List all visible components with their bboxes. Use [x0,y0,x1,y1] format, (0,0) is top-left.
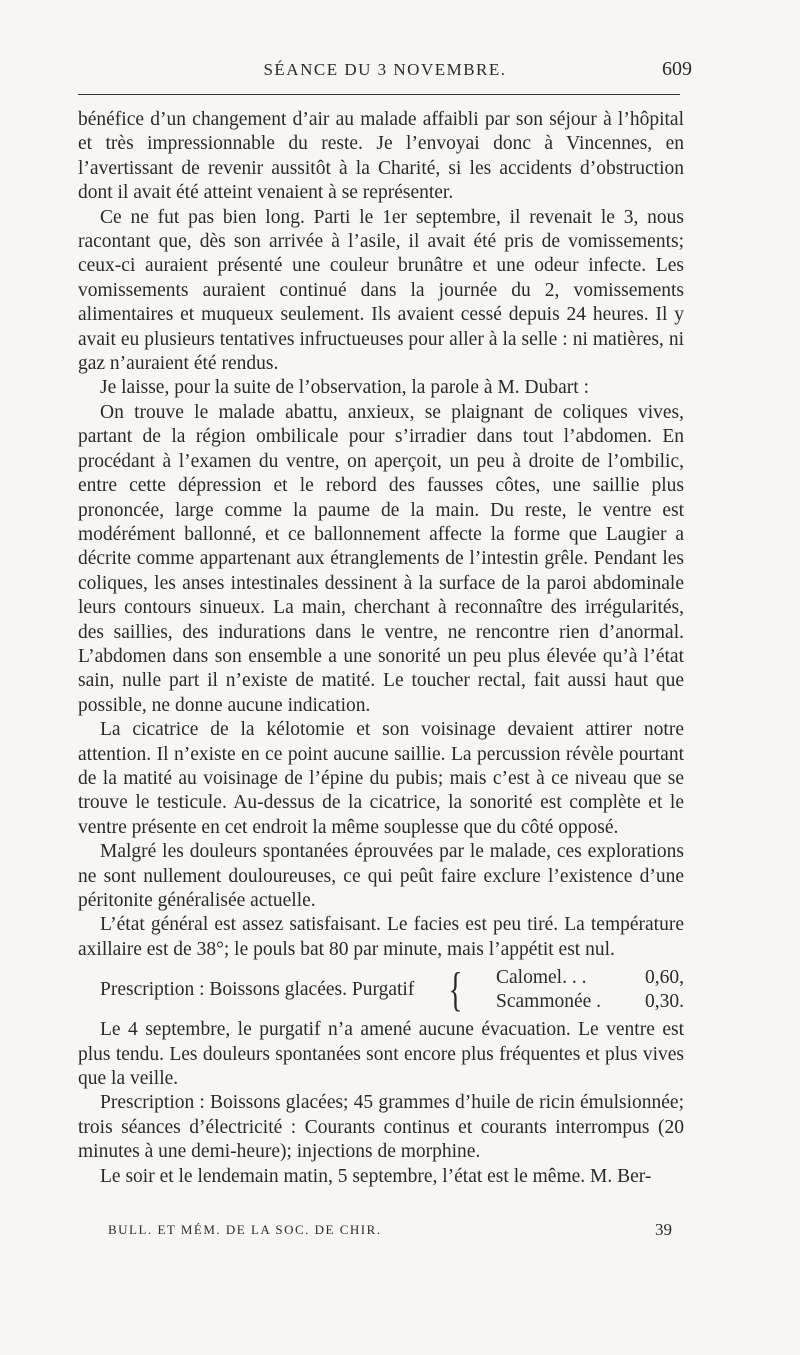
paragraph: On trouve le malade abattu, anxieux, se plaignant de coliques vives, partant de la région ombilicale pour s’irradier dans tout l’abdomen. En procédant à l’examen du ventre, on aperçoit, un peu à droite de l’ombilic, entre cette dépression et le rebord des fausses côtes, une saillie plus prononcée, large comme la paume de la main. Du reste, le ventre est modérément ballonné, et ce ballonnement affecte la forme que Laugier a décrite comme appartenant aux étranglements de l’intestin grêle. Pendant les coliques, les anses intestinales dessinent à la surface de la paroi abdominale leurs contours sinueux. La main, cherchant à reconnaître des irrégularités, des saillies, des indurations dans le ventre, ne rencontre rien d’anormal. L’abdomen dans son ensemble a une sonorité un peu plus élevée qu’à l’état sain, nulle part il n’existe de matité. Le toucher rectal, fait aussi haut que possible, ne donne aucune indication. [78,401,684,716]
paragraph: Je laisse, pour la suite de l’observation, la parole à M. Dubart : [100,377,589,399]
brace: { [448,963,463,1017]
prescription-item [496,990,684,1014]
paragraph: L’état général est assez satisfaisant. Le facies est peu tiré. La température axillaire est de 38°; le pouls bat 80 par minute, mais l’appétit est nul. [78,914,684,960]
drug-dose: 0,30. [645,991,684,1013]
drug-name: Scammonée . [496,991,602,1013]
prescription-text: Prescription : Boissons glacées. Purgatif [100,979,415,1001]
page-footer [108,1222,672,1238]
paragraph: La cicatrice de la kélotomie et son voisinage devaient attirer notre attention. Il n’existe en ce point aucune saillie. La percussion révèle pourtant de la matité au voisinage de l’épine du pubis; mais c’est à ce niveau que se trouve le testicule. Au-dessus de la cicatrice, la sonorité est complète et le ventre présente en cet endroit la même souplesse que du côté opposé. [78,719,684,838]
body-text [78,108,684,1189]
signature-mark: 39 [655,1220,672,1239]
paragraph: Prescription : Boissons glacées; 45 grammes d’huile de ricin émulsionnée; trois séances d’électricité : Courants continus et courants interrompus (20 minutes à une demi-heure); injections de morphine. [78,1092,684,1163]
prescription-block [78,962,684,1018]
paragraph: bénéfice d’un changement d’air au malade affaibli par son séjour à l’hôpital et très impressionnable du reste. Je l’envoyai donc à Vincennes, en l’avertissant de revenir aussitôt à la Charité, si les accidents d’obstruction dont il avait été atteint venaient à se représenter. [78,109,684,204]
header-rule [78,94,680,95]
page-header [78,58,692,88]
running-title: SÉANCE DU 3 NOVEMBRE. [263,60,507,79]
drug-name: Calomel. . . [496,967,587,989]
prescription-item [496,966,684,990]
prescription-items [496,966,684,1014]
paragraph: Malgré les douleurs spontanées éprouvées par le malade, ces explorations ne sont nullement douloureuses, ce qui peût faire exclure l’existence d’une péritonite généralisée actuelle. [78,841,684,911]
paragraph: Le soir et le lendemain matin, 5 septembre, l’état est le même. M. Ber- [100,1165,652,1187]
paragraph: Le 4 septembre, le purgatif n’a amené aucune évacuation. Le ventre est plus tendu. Les douleurs spontanées sont encore plus fréquentes et plus vives que la veille. [78,1019,684,1090]
paragraph: Ce ne fut pas bien long. Parti le 1er septembre, il revenait le 3, nous racontant que, dès son arrivée à l’asile, il avait été pris de vomissements; ceux-ci auraient présenté une couleur brunâtre et une odeur infecte. Les vomissements auraient continué dans la journée du 2, vomissements alimentaires et muqueux seulement. Ils avaient cessé depuis 24 heures. Il y avait eu plusieurs tentatives infructueuses pour aller à la selle : ni matières, ni gaz n’auraient été rendus. [78,206,684,375]
drug-dose: 0,60, [645,967,684,989]
journal-title: BULL. ET MÉM. DE LA SOC. DE CHIR. [108,1222,382,1237]
page-number: 609 [662,58,692,80]
